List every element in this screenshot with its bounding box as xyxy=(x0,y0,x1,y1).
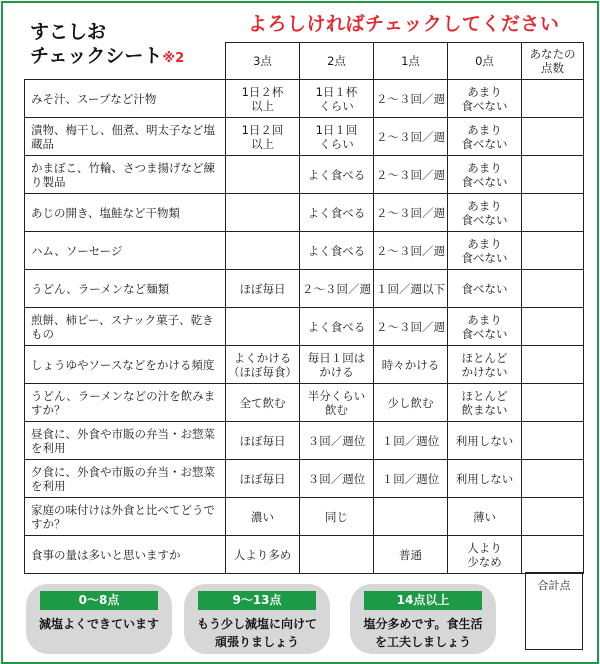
option-2-points[interactable] xyxy=(300,270,374,308)
option-0-points[interactable] xyxy=(448,232,522,270)
option-2-points[interactable] xyxy=(300,118,374,156)
option-text-line: かけない xyxy=(461,364,508,379)
your-score-cell[interactable] xyxy=(522,308,584,346)
option-1-point[interactable] xyxy=(374,422,448,460)
option-0-points[interactable] xyxy=(448,346,522,384)
option-0-points[interactable] xyxy=(448,194,522,232)
option-text-line: 利用しない xyxy=(455,433,514,448)
title-line-1: すこしお xyxy=(30,21,107,43)
option-text-line: ほとんど xyxy=(461,388,508,403)
option-text-line: 人より多め xyxy=(233,547,292,562)
your-score-cell[interactable] xyxy=(522,384,584,422)
option-0-points[interactable] xyxy=(448,460,522,498)
question-text: うどん、ラーメンなどの汁を飲みますか？ xyxy=(25,384,226,422)
your-score-cell[interactable] xyxy=(522,346,584,384)
option-1-point[interactable] xyxy=(374,80,448,118)
option-text-line: 食べない xyxy=(461,136,508,151)
option-0-points[interactable] xyxy=(448,498,522,536)
checklist-table xyxy=(24,42,584,574)
option-text-line: ２～３回／週 xyxy=(376,205,445,220)
option-text-line: くらい xyxy=(319,136,354,151)
option-text-line: 以上 xyxy=(251,136,274,151)
score-guide-high xyxy=(350,584,496,654)
option-text-line: （ほぼ毎食） xyxy=(228,364,297,379)
score-advice xyxy=(194,615,320,651)
option-1-point[interactable] xyxy=(374,346,448,384)
option-text-line: くらい xyxy=(319,98,354,113)
option-1-point[interactable] xyxy=(374,384,448,422)
option-3-points[interactable] xyxy=(226,308,300,346)
option-0-points[interactable] xyxy=(448,156,522,194)
option-text-line: 飲まない xyxy=(461,402,508,417)
score-advice-line: もう少し減塩に向けて xyxy=(196,617,317,631)
option-2-points[interactable] xyxy=(300,308,374,346)
score-advice-line: を工夫しましょう xyxy=(374,635,471,649)
total-score-box[interactable] xyxy=(525,572,583,650)
option-text-line: あまり xyxy=(467,84,502,99)
option-3-points[interactable] xyxy=(226,118,300,156)
your-score-cell[interactable] xyxy=(522,460,584,498)
question-text: しょうゆやソースなどをかける頻度 xyxy=(25,346,226,384)
option-text-line: あまり xyxy=(467,312,502,327)
option-text-line: 飲む xyxy=(325,402,348,417)
question-text: かまぼこ、竹輪、さつま揚げなど練り製品 xyxy=(25,156,226,194)
header-2-points: 2点 xyxy=(300,43,374,80)
score-range-badge: 9～13点 xyxy=(198,591,316,610)
option-text-line: 食べない xyxy=(461,250,508,265)
your-score-cell[interactable] xyxy=(522,80,584,118)
option-text-line: 同じ xyxy=(325,509,348,524)
option-text-line: あまり xyxy=(467,236,502,251)
option-0-points[interactable] xyxy=(448,80,522,118)
option-text-line: 1日２回 xyxy=(241,122,284,137)
option-text-line: かける xyxy=(319,364,354,379)
option-0-points[interactable] xyxy=(448,384,522,422)
checklist-row xyxy=(25,422,584,460)
title-line-2: チェックシート xyxy=(30,45,163,67)
checklist-row xyxy=(25,232,584,270)
option-text-line: １回／週位 xyxy=(381,433,440,448)
option-1-point[interactable] xyxy=(374,156,448,194)
option-3-points[interactable] xyxy=(226,498,300,536)
option-2-points[interactable] xyxy=(300,460,374,498)
option-text-line: 食べない xyxy=(461,326,508,341)
option-3-points[interactable] xyxy=(226,384,300,422)
option-text-line: あまり xyxy=(467,122,502,137)
option-text-line: 濃い xyxy=(251,509,274,524)
option-text-line: ３回／週位 xyxy=(307,471,366,486)
option-3-points[interactable] xyxy=(226,232,300,270)
option-text-line: 食べない xyxy=(461,281,508,296)
header-your-score xyxy=(522,43,584,80)
checklist-row xyxy=(25,194,584,232)
question-text: 夕食に、外食や市販の弁当・お惣菜を利用 xyxy=(25,460,226,498)
question-text: 漬物、梅干し、佃煮、明太子など塩蔵品 xyxy=(25,118,226,156)
score-range-badge: 14点以上 xyxy=(364,591,482,610)
header-your-score-line: あなたの xyxy=(529,47,576,61)
option-text-line: あまり xyxy=(467,160,502,175)
option-text-line: ２～３回／週 xyxy=(376,91,445,106)
option-text-line: １回／週位 xyxy=(381,471,440,486)
your-score-cell[interactable] xyxy=(522,194,584,232)
option-text-line: 以上 xyxy=(251,98,274,113)
option-text-line: 食べない xyxy=(461,98,508,113)
your-score-cell[interactable] xyxy=(522,156,584,194)
option-3-points[interactable] xyxy=(226,460,300,498)
option-text-line: よく食べる xyxy=(307,243,366,258)
option-text-line: 普通 xyxy=(399,547,422,562)
option-1-point[interactable] xyxy=(374,270,448,308)
option-text-line: よくかける xyxy=(233,350,292,365)
option-1-point[interactable] xyxy=(374,536,448,574)
checklist-row xyxy=(25,156,584,194)
option-1-point[interactable] xyxy=(374,118,448,156)
option-2-points[interactable] xyxy=(300,346,374,384)
score-advice-line: 塩分多めです。食生活 xyxy=(363,617,483,631)
checklist-row xyxy=(25,384,584,422)
option-2-points[interactable] xyxy=(300,80,374,118)
option-text-line: ２～３回／週 xyxy=(376,167,445,182)
option-3-points[interactable] xyxy=(226,422,300,460)
score-advice xyxy=(360,615,486,651)
question-text: 家庭の味付けは外食と比べてどうですか？ xyxy=(25,498,226,536)
option-0-points[interactable] xyxy=(448,118,522,156)
option-text-line: ２～３回／週 xyxy=(302,281,371,296)
option-text-line: 少し飲む xyxy=(387,395,434,410)
header-3-points: 3点 xyxy=(226,43,300,80)
checklist-row xyxy=(25,308,584,346)
checklist-row xyxy=(25,80,584,118)
option-1-point[interactable] xyxy=(374,498,448,536)
option-text-line: ほとんど xyxy=(461,350,508,365)
your-score-cell[interactable] xyxy=(522,232,584,270)
option-3-points[interactable] xyxy=(226,536,300,574)
option-1-point[interactable] xyxy=(374,194,448,232)
header-your-score-line: 点数 xyxy=(541,61,564,75)
option-text-line: ほぼ毎日 xyxy=(239,471,286,486)
check-instruction-banner: よろしければチェックしてください xyxy=(248,13,560,35)
option-text-line: よく食べる xyxy=(307,167,366,182)
option-2-points[interactable] xyxy=(300,156,374,194)
question-text: 煎餅、柿ピー、スナック菓子、乾きもの xyxy=(25,308,226,346)
option-text-line: 利用しない xyxy=(455,471,514,486)
checklist-body xyxy=(25,80,584,574)
question-text: あじの開き、塩鮭など干物類 xyxy=(25,194,226,232)
score-advice-line: 頑張りましょう xyxy=(214,635,299,649)
option-text-line: 1日２杯 xyxy=(241,84,284,99)
option-text-line: 全て飲む xyxy=(239,395,286,410)
header-1-point: 1点 xyxy=(374,43,448,80)
option-text-line: 薄い xyxy=(473,509,496,524)
option-text-line: 1日１杯 xyxy=(315,84,358,99)
option-3-points[interactable] xyxy=(226,194,300,232)
score-advice xyxy=(36,615,162,633)
option-text-line: ほぼ毎日 xyxy=(239,433,286,448)
option-text-line: 半分くらい xyxy=(307,388,366,403)
your-score-cell[interactable] xyxy=(522,118,584,156)
option-text-line: ３回／週位 xyxy=(307,433,366,448)
option-text-line: ２～３回／週 xyxy=(376,243,445,258)
checklist-row xyxy=(25,536,584,574)
option-text-line: 少なめ xyxy=(467,554,502,569)
option-text-line: 時々かける xyxy=(381,357,440,372)
option-text-line: ２～３回／週 xyxy=(376,319,445,334)
your-score-cell[interactable] xyxy=(522,422,584,460)
option-2-points[interactable] xyxy=(300,194,374,232)
option-text-line: 毎日１回は xyxy=(307,350,366,365)
option-text-line: あまり xyxy=(467,198,502,213)
option-text-line: ２～３回／週 xyxy=(376,129,445,144)
score-guide-mid xyxy=(184,584,330,654)
option-0-points[interactable] xyxy=(448,270,522,308)
score-guide-low xyxy=(26,584,172,654)
option-2-points[interactable] xyxy=(300,232,374,270)
checklist-row xyxy=(25,270,584,308)
option-2-points[interactable] xyxy=(300,536,374,574)
option-1-point[interactable] xyxy=(374,308,448,346)
option-2-points[interactable] xyxy=(300,422,374,460)
option-3-points[interactable] xyxy=(226,80,300,118)
option-3-points[interactable] xyxy=(226,156,300,194)
option-text-line: よく食べる xyxy=(307,319,366,334)
option-0-points[interactable] xyxy=(448,536,522,574)
score-advice-line: 減塩よくできています xyxy=(38,617,159,631)
checklist-row xyxy=(25,118,584,156)
option-text-line: 食べない xyxy=(461,212,508,227)
option-1-point[interactable] xyxy=(374,232,448,270)
question-text: 昼食に、外食や市販の弁当・お惣菜を利用 xyxy=(25,422,226,460)
option-0-points[interactable] xyxy=(448,308,522,346)
option-text-line: よく食べる xyxy=(307,205,366,220)
checklist-row xyxy=(25,346,584,384)
option-1-point[interactable] xyxy=(374,460,448,498)
title-note-mark: ※2 xyxy=(162,51,185,66)
header-0-points: 0点 xyxy=(448,43,522,80)
option-text-line: 1日１回 xyxy=(315,122,358,137)
option-2-points[interactable] xyxy=(300,498,374,536)
total-score-label: 合計点 xyxy=(537,579,571,592)
option-2-points[interactable] xyxy=(300,384,374,422)
option-3-points[interactable] xyxy=(226,270,300,308)
your-score-cell[interactable] xyxy=(522,498,584,536)
checklist-row xyxy=(25,460,584,498)
your-score-cell[interactable] xyxy=(522,270,584,308)
question-text: うどん、ラーメンなど麺類 xyxy=(25,270,226,308)
your-score-cell[interactable] xyxy=(522,536,584,574)
option-text-line: ほぼ毎日 xyxy=(239,281,286,296)
option-3-points[interactable] xyxy=(226,346,300,384)
option-text-line: 人より xyxy=(467,540,502,555)
question-text: ハム、ソーセージ xyxy=(25,232,226,270)
header-blank xyxy=(25,43,226,80)
checklist-row xyxy=(25,498,584,536)
score-range-badge: 0～8点 xyxy=(40,591,158,610)
question-text: みそ汁、スープなど汁物 xyxy=(25,80,226,118)
option-text-line: 食べない xyxy=(461,174,508,189)
question-text: 食事の量は多いと思いますか xyxy=(25,536,226,574)
option-text-line: １回／週以下 xyxy=(376,281,445,296)
option-0-points[interactable] xyxy=(448,422,522,460)
